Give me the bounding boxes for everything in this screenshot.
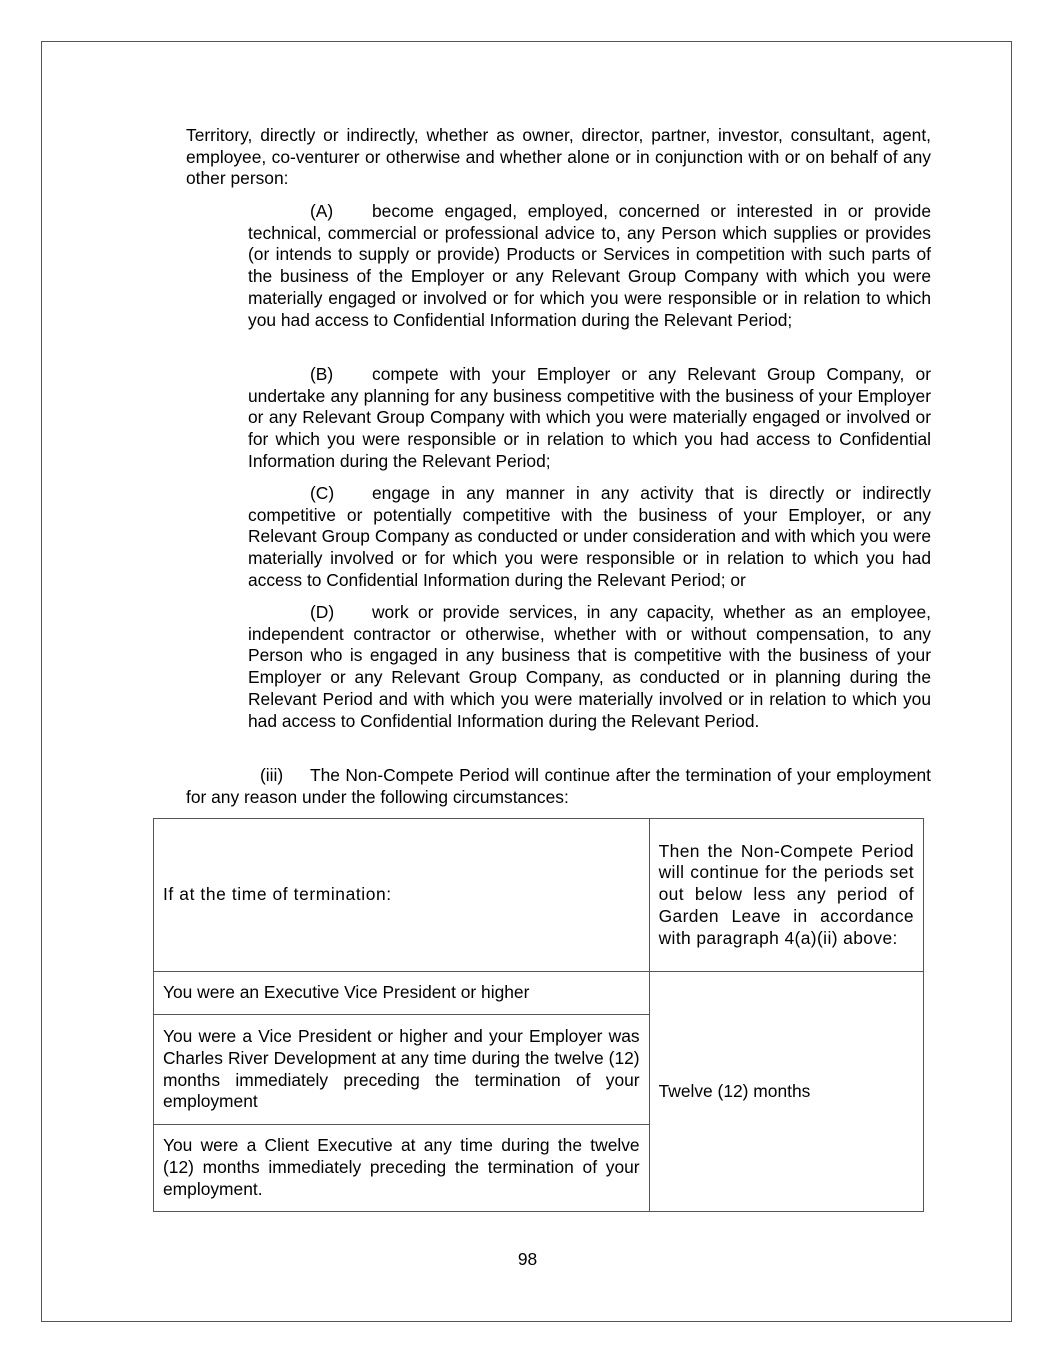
- page-number: 98: [517, 1249, 538, 1269]
- table-header-left: If at the time of termination:: [154, 819, 650, 972]
- clause-d-text: work or provide services, in any capacity, whether as an employee, independent contractor or otherwise, whether with or without compensation, to any Person who is engaged in any business that is competitive with the business of your Employer or any Relevant Group Company, as conducted or in planning during the Relevant Period and with which you were materially involved or in relation to which you had access to Confidential Information during the Relevant Period.: [248, 602, 931, 731]
- table-row-client-exec: You were a Client Executive at any time during the twelve (12) months immediately preceding the termination of your employment.: [154, 1125, 650, 1212]
- table-row-evp: You were an Executive Vice President or higher: [154, 972, 650, 1015]
- clause-a: [248, 201, 931, 331]
- table-header-row: [154, 819, 924, 972]
- clause-d: [248, 602, 931, 732]
- clause-d-label: (D): [310, 602, 335, 622]
- clause-b: [248, 364, 931, 473]
- intro-paragraph: Territory, directly or indirectly, whether as owner, director, partner, investor, consultant, agent, employee, co-venturer or otherwise and whether alone or in conjunction with or on behalf of any other person:: [186, 125, 931, 189]
- table-header-right: Then the Non-Compete Period will continue for the periods set out below less any period of Garden Leave in accordance with paragraph 4(a)(ii) above:: [649, 819, 923, 972]
- clause-c-label: (C): [310, 483, 335, 503]
- table-row-vp: You were a Vice President or higher and your Employer was Charles River Development at any time during the twelve (12) months immediately preceding the termination of your employment: [154, 1015, 650, 1125]
- table-row: [154, 972, 924, 1015]
- clause-a-label: (A): [310, 201, 334, 221]
- table-period-cell: Twelve (12) months: [649, 972, 923, 1212]
- clause-b-text: compete with your Employer or any Relevant Group Company, or undertake any planning for any business competitive with the business of your Employer or any Relevant Group Company with which you were materially engaged or involved or for which you were responsible or in relation to which you had access to Confidential Information during the Relevant Period;: [248, 364, 931, 471]
- clause-a-text: become engaged, employed, concerned or interested in or provide technical, commercial or professional advice to, any Person which supplies or provides (or intends to supply or provide) Products or Services in competition with such parts of the business of the Employer or any Relevant Group Company with which you were materially engaged or involved or for which you were responsible or in relation to which you had access to Confidential Information during the Relevant Period;: [248, 201, 931, 330]
- clause-iii: [186, 765, 931, 808]
- termination-table: [153, 818, 924, 1212]
- clause-c: [248, 483, 931, 592]
- clause-b-label: (B): [310, 364, 334, 384]
- clause-iii-text: The Non-Compete Period will continue after the termination of your employment for any reason under the following circumstances:: [186, 765, 931, 807]
- clause-iii-label: (iii): [260, 765, 284, 785]
- clause-c-text: engage in any manner in any activity that is directly or indirectly competitive or potentially competitive with the business of your Employer, or any Relevant Group Company as conducted or under consideration and with which you were materially involved or for which you were responsible or in relation to which you had access to Confidential Information during the Relevant Period; or: [248, 483, 931, 590]
